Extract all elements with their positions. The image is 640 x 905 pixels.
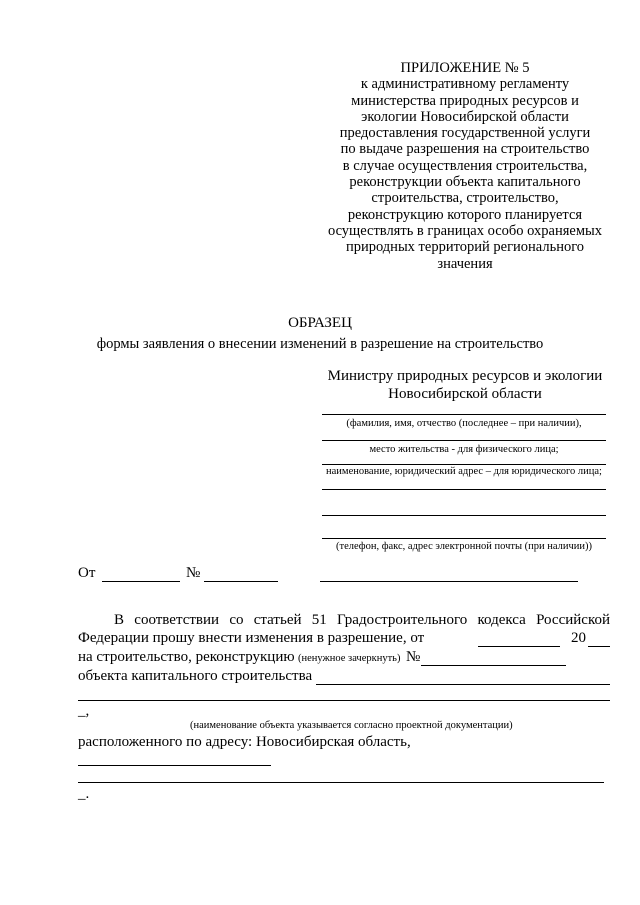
legal-field-line[interactable] — [322, 464, 606, 465]
permit-date-field[interactable] — [478, 646, 560, 647]
para-line-3-text: на строительство, реконструкцию — [78, 649, 295, 665]
from-date-field[interactable] — [102, 581, 180, 582]
address-label: расположенного по адресу: Новосибирская область, — [78, 734, 411, 750]
appendix-line: осуществлять в границах особо охраняемых — [327, 222, 603, 239]
end-mark: _. — [78, 786, 90, 802]
para-line-2-text: Федерации прошу внести изменения в разрешение, от — [78, 630, 425, 646]
sample-title: ОБРАЗЕЦ — [288, 315, 352, 331]
appendix-line: экологии Новосибирской области — [361, 108, 569, 125]
address-field-line-2[interactable] — [322, 515, 606, 516]
appendix-line: реконструкцию которого планируется — [347, 206, 583, 223]
appendix-line: строительства, строительство, — [371, 190, 559, 207]
appendix-line: предоставления государственной услуги — [339, 125, 591, 142]
hint-contacts: (телефон, факс, адрес электронной почты (при наличии)) — [336, 541, 592, 552]
residence-field-line[interactable] — [322, 440, 606, 441]
appendix-line: по выдаче разрешения на строительство — [340, 141, 590, 158]
address-field-2[interactable] — [78, 782, 604, 783]
appendix-line: значения — [437, 255, 493, 272]
appendix-line: в случае осуществления строительства, — [342, 157, 588, 174]
address-field-line-1[interactable] — [322, 489, 606, 490]
hint-residence: место жительства - для физического лица; — [369, 444, 559, 455]
permit-number-field[interactable] — [421, 665, 566, 666]
from-number-field[interactable] — [204, 581, 278, 582]
sample-subtitle: формы заявления о внесении изменений в разрешение на строительство — [96, 336, 544, 352]
addressee-line1: Министру природных ресурсов и экологии — [327, 368, 603, 384]
para-line-3-hint: (ненужное зачеркнуть) — [298, 653, 401, 664]
hint-fio: (фамилия, имя, отчество (последнее – при наличии), — [346, 418, 582, 429]
address-field-1[interactable] — [78, 765, 271, 766]
appendix-block — [300, 60, 630, 272]
from-label: От — [78, 565, 96, 581]
object-name-field-2[interactable] — [78, 700, 610, 701]
appendix-line: ПРИЛОЖЕНИЕ № 5 — [400, 60, 530, 76]
addressee-line2: Новосибирской области — [388, 386, 542, 402]
fio-field-line[interactable] — [322, 414, 606, 415]
para-line-4-text: объекта капитального строительства — [78, 668, 313, 684]
year-field[interactable] — [588, 646, 610, 647]
appendix-line: министерства природных ресурсов и — [351, 92, 579, 109]
object-hint: (наименование объекта указывается согласно проектной документации) — [190, 720, 513, 731]
number-label: № — [186, 565, 201, 581]
hint-legal: наименование, юридический адрес – для юридического лица; — [326, 466, 602, 477]
appendix-line: природных территорий регионального — [345, 239, 585, 256]
signature-field[interactable] — [320, 581, 578, 582]
contacts-field-line[interactable] — [322, 538, 606, 539]
year-prefix: 20 — [571, 630, 586, 646]
permit-number-label: № — [406, 649, 421, 665]
appendix-line: реконструкции объекта капитального — [349, 174, 581, 191]
object-name-field-1[interactable] — [316, 684, 610, 685]
appendix-line: к административному регламенту — [360, 76, 570, 93]
comma-mark: _, — [78, 703, 90, 719]
para-line-1: В соответствии со статьей 51 Градостроительного кодекса Российской — [114, 612, 610, 628]
